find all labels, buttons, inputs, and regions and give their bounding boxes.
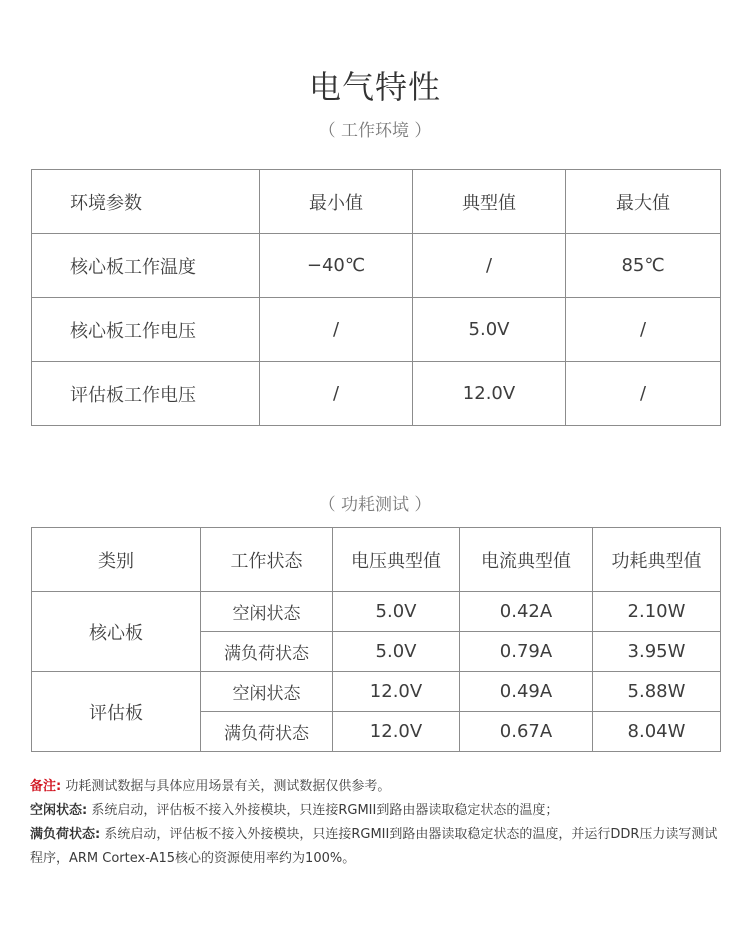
power-header-current: 电流典型值 bbox=[460, 528, 593, 592]
power-cell-current: 0.49A bbox=[460, 672, 593, 712]
power-header-state: 工作状态 bbox=[201, 528, 333, 592]
env-cell-min: / bbox=[260, 298, 413, 362]
env-cell-param: 评估板工作电压 bbox=[32, 362, 260, 426]
note-remark-label: 备注: bbox=[30, 779, 62, 794]
note-full-label: 满负荷状态: bbox=[30, 827, 101, 842]
note-idle bbox=[30, 799, 730, 823]
power-header-power: 功耗典型值 bbox=[593, 528, 721, 592]
env-cell-max: 85℃ bbox=[566, 234, 721, 298]
note-remark bbox=[30, 775, 730, 799]
power-cell-voltage: 5.0V bbox=[333, 632, 460, 672]
table-row bbox=[32, 298, 721, 362]
page-title: 电气特性 bbox=[308, 68, 441, 106]
note-idle-label: 空闲状态: bbox=[30, 803, 88, 818]
env-cell-min: −40℃ bbox=[260, 234, 413, 298]
table-row bbox=[32, 234, 721, 298]
power-cell-state: 空闲状态 bbox=[201, 592, 333, 632]
power-cell-state: 满负荷状态 bbox=[201, 712, 333, 752]
power-cell-voltage: 5.0V bbox=[333, 592, 460, 632]
note-idle-text: 系统启动，评估板不接入外接模块，只连接RGMII到路由器读取稳定状态的温度； bbox=[91, 803, 559, 818]
env-cell-typ: / bbox=[413, 234, 566, 298]
env-header-typ: 典型值 bbox=[413, 170, 566, 234]
env-cell-max: / bbox=[566, 298, 721, 362]
note-full bbox=[30, 823, 730, 871]
power-cell-power: 2.10W bbox=[593, 592, 721, 632]
power-table bbox=[31, 527, 721, 752]
env-cell-min: / bbox=[260, 362, 413, 426]
power-cell-power: 5.88W bbox=[593, 672, 721, 712]
note-remark-text: 功耗测试数据与具体应用场景有关，测试数据仅供参考。 bbox=[65, 779, 391, 794]
power-cell-state: 满负荷状态 bbox=[201, 632, 333, 672]
env-cell-param: 核心板工作温度 bbox=[32, 234, 260, 298]
power-cell-voltage: 12.0V bbox=[333, 712, 460, 752]
env-table bbox=[31, 169, 721, 426]
table-row bbox=[32, 592, 721, 632]
env-header-min: 最小值 bbox=[260, 170, 413, 234]
table-row bbox=[32, 672, 721, 712]
env-cell-typ: 12.0V bbox=[413, 362, 566, 426]
env-cell-param: 核心板工作电压 bbox=[32, 298, 260, 362]
power-header-category: 类别 bbox=[32, 528, 201, 592]
power-header-voltage: 电压典型值 bbox=[333, 528, 460, 592]
env-header-param: 环境参数 bbox=[32, 170, 260, 234]
power-cell-current: 0.79A bbox=[460, 632, 593, 672]
note-full-text: 系统启动，评估板不接入外接模块，只连接RGMII到路由器读取稳定状态的温度，并运行DDR压力读写测试程序，ARM Cortex-A15核心的资源使用率约为100%。 bbox=[30, 827, 718, 866]
power-table-header-row bbox=[32, 528, 721, 592]
env-cell-typ: 5.0V bbox=[413, 298, 566, 362]
power-cell-category: 评估板 bbox=[32, 672, 201, 752]
power-cell-current: 0.67A bbox=[460, 712, 593, 752]
power-cell-state: 空闲状态 bbox=[201, 672, 333, 712]
notes bbox=[30, 775, 730, 871]
power-cell-category: 核心板 bbox=[32, 592, 201, 672]
env-table-header-row bbox=[32, 170, 721, 234]
power-cell-power: 3.95W bbox=[593, 632, 721, 672]
power-cell-current: 0.42A bbox=[460, 592, 593, 632]
power-cell-power: 8.04W bbox=[593, 712, 721, 752]
table-row bbox=[32, 362, 721, 426]
env-header-max: 最大值 bbox=[566, 170, 721, 234]
power-section-subtitle: （ 功耗测试 ） bbox=[318, 495, 432, 515]
env-cell-max: / bbox=[566, 362, 721, 426]
power-cell-voltage: 12.0V bbox=[333, 672, 460, 712]
env-section-subtitle: （ 工作环境 ） bbox=[318, 121, 432, 141]
